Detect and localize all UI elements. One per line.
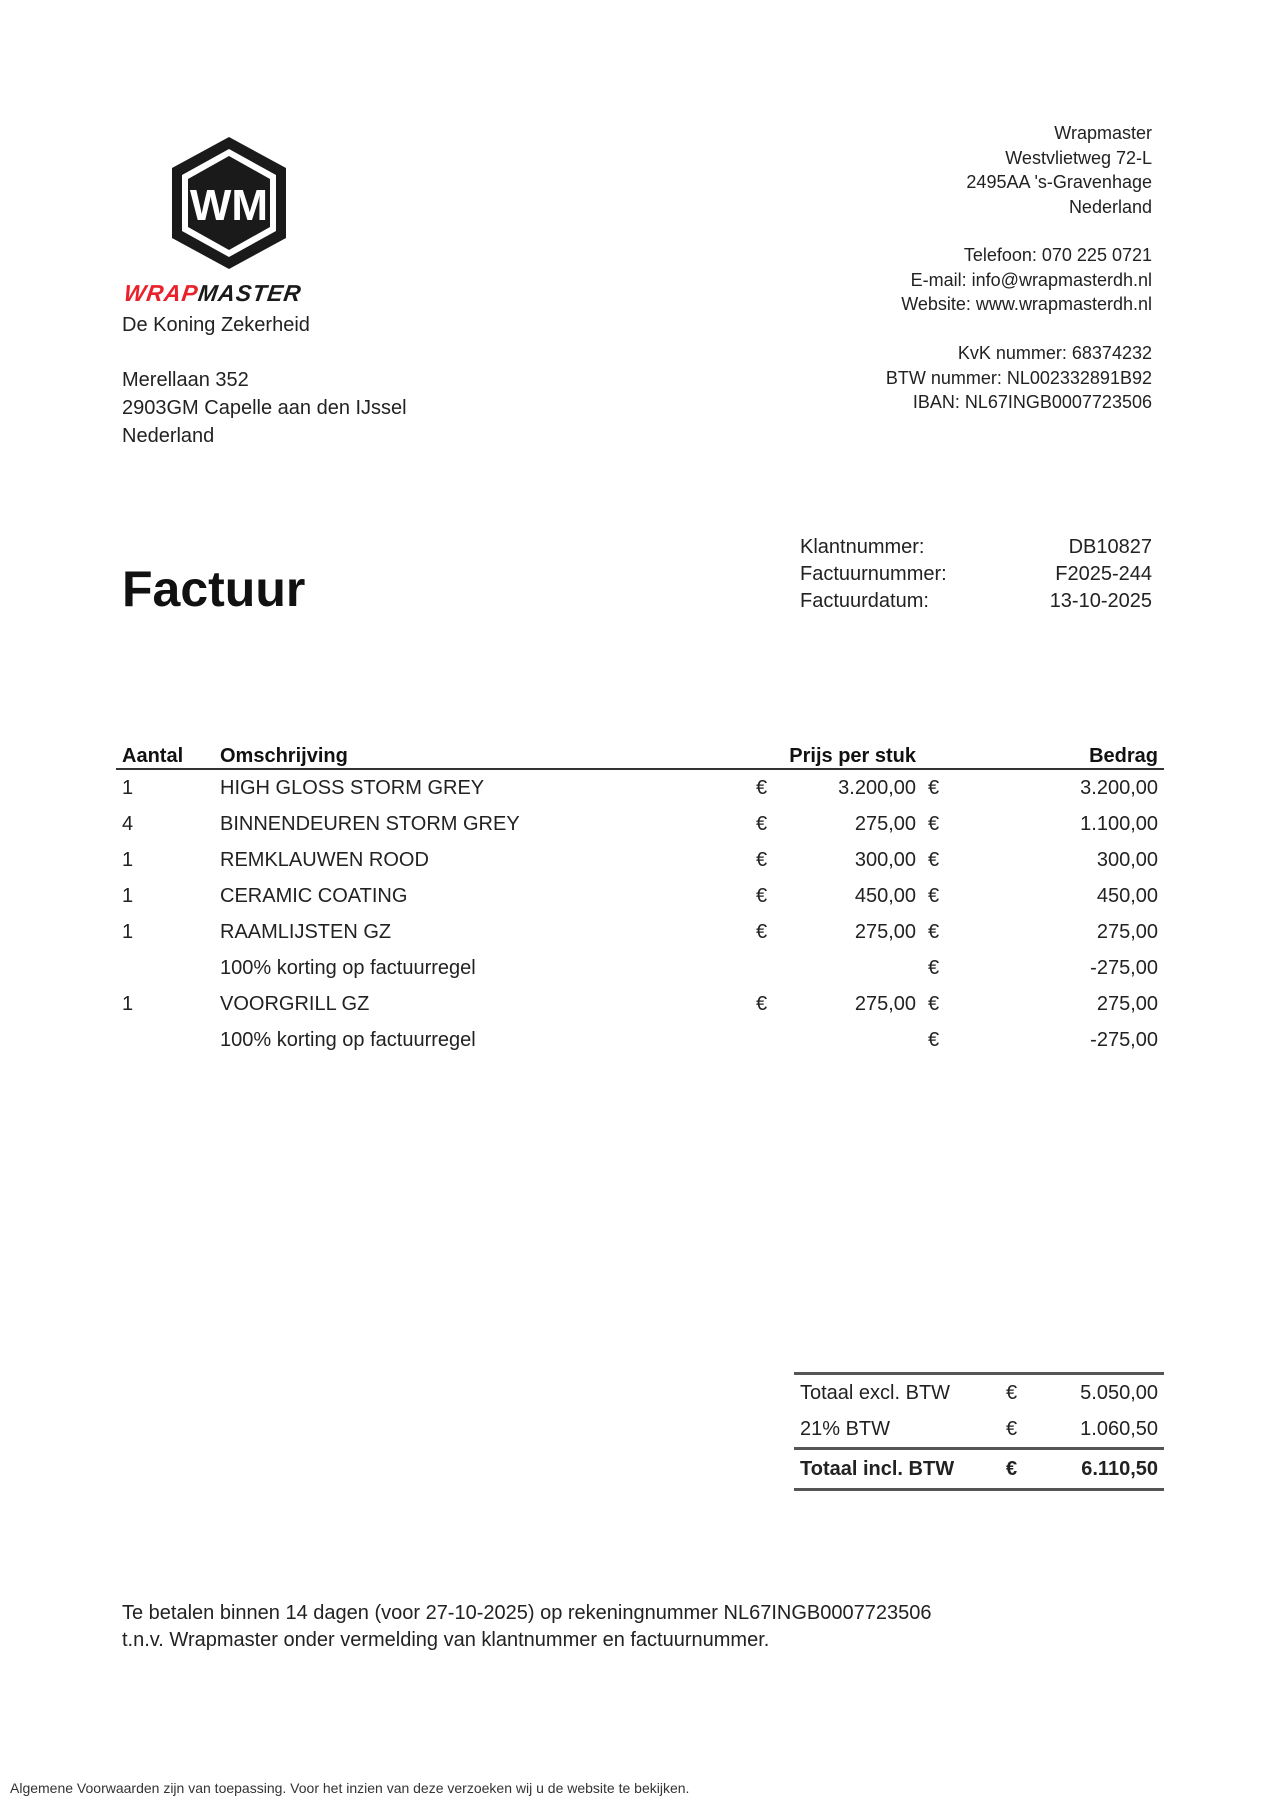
brand-wordmark [122,280,303,307]
table-row [116,806,1164,842]
company-country: Nederland [1068,196,1152,217]
row-amount-currency: € [928,884,940,907]
table-row [116,842,1164,878]
company-city: 2495AA 's-Gravenhage [966,172,1152,192]
meta-invoice-number-label: Factuurnummer: [800,563,947,585]
meta-invoice-number [800,561,1152,588]
row-price: 275,00 [854,812,916,835]
header-description: Omschrijving [214,738,750,769]
company-phone: Telefoon: 070 225 0721 [963,245,1152,265]
customer-country: Nederland [122,425,215,447]
customer-street: Merellaan 352 [122,369,249,391]
row-description: CERAMIC COATING [220,884,408,907]
row-description: 100% korting op factuurregel [220,1028,476,1051]
meta-invoice-date [800,588,1152,615]
vat-currency: € [1006,1417,1018,1440]
row-amount-currency: € [928,920,940,943]
row-price: 275,00 [854,992,916,1015]
header-price: Prijs per stuk [750,738,922,769]
row-amount: 1.100,00 [1080,812,1158,835]
row-description: VOORGRILL GZ [220,992,370,1015]
total-incl-currency: € [1000,1449,1042,1490]
row-price-currency: € [756,884,768,907]
row-description: REMKLAUWEN ROOD [220,848,429,871]
brand-wordmark-part1: WRAP [122,280,201,306]
logo-monogram: WM [189,181,269,230]
row-amount: -275,00 [1090,956,1158,979]
company-website: Website: www.wrapmasterdh.nl [901,294,1152,314]
meta-invoice-date-label: Factuurdatum: [800,590,929,612]
meta-invoice-number-value: F2025-244 [1055,563,1152,585]
row-qty: 1 [122,992,134,1015]
table-row [116,914,1164,950]
row-price: 3.200,00 [838,776,916,799]
table-row [116,950,1164,986]
row-price-currency: € [756,992,768,1015]
row-price-currency [750,1022,792,1058]
row-price-currency: € [756,812,768,835]
company-street: Westvlietweg 72-L [1005,147,1152,168]
total-incl-label: Totaal incl. BTW [794,1449,1000,1490]
table-header-row [116,738,1164,769]
row-amount-currency: € [928,776,940,799]
table-row [116,986,1164,1022]
page-title: Factuur [122,561,306,617]
row-price: 450,00 [854,884,916,907]
meta-invoice-date-value: 13-10-2025 [1049,590,1152,612]
row-amount-currency: € [928,1028,940,1051]
header-qty: Aantal [116,738,214,769]
row-amount-currency: € [928,848,940,871]
row-price: 275,00 [854,920,916,943]
total-excl-value: 5.050,00 [1080,1381,1158,1404]
company-registration [886,341,1152,415]
row-qty: 4 [122,812,134,835]
header-amount: Bedrag [922,738,1164,769]
row-amount-currency: € [928,812,940,835]
table-row [116,769,1164,806]
row-price [792,950,922,986]
company-iban: IBAN: NL67INGB0007723506 [912,392,1152,412]
meta-customer-number [800,534,1152,561]
row-amount-currency: € [928,956,940,979]
company-email: E-mail: info@wrapmasterdh.nl [910,269,1152,290]
meta-customer-number-value: DB10827 [1068,536,1152,558]
row-amount: 3.200,00 [1080,776,1158,799]
total-excl-label: Totaal excl. BTW [800,1381,951,1404]
row-price-currency: € [756,920,768,943]
totals-table [794,1372,1164,1491]
row-price-currency [750,950,792,986]
row-price-currency: € [756,848,768,871]
totals-row-excl [794,1374,1164,1412]
total-incl-value: 6.110,50 [1042,1449,1164,1490]
company-btw: BTW nummer: NL002332891B92 [885,367,1152,388]
company-address [966,121,1152,219]
row-qty: 1 [122,920,134,943]
row-price-currency: € [756,776,768,799]
meta-customer-number-label: Klantnummer: [800,536,925,558]
row-description: RAAMLIJSTEN GZ [220,920,392,943]
company-contact [901,243,1152,317]
row-qty [116,1022,214,1058]
row-amount: 450,00 [1096,884,1158,907]
row-amount: 300,00 [1096,848,1158,871]
customer-name: De Koning Zekerheid [122,314,310,336]
wrapmaster-logo-icon [164,134,294,272]
payment-line-1: Te betalen binnen 14 dagen (voor 27-10-2025) op rekeningnummer NL67INGB0007723506 [122,1602,932,1624]
totals-row-vat [794,1411,1164,1449]
vat-value: 1.060,50 [1080,1417,1158,1440]
footer-terms: Algemene Voorwaarden zijn van toepassing. Voor het inzien van deze verzoeken wij u de website te bekijken. [10,1780,690,1796]
table-row [116,878,1164,914]
row-price [792,1022,922,1058]
row-amount: 275,00 [1096,920,1158,943]
row-amount: -275,00 [1090,1028,1158,1051]
brand-wordmark-part2: MASTER [196,280,304,306]
vat-label: 21% BTW [800,1417,891,1440]
payment-line-2: t.n.v. Wrapmaster onder vermelding van klantnummer en factuurnummer. [122,1629,770,1651]
row-description: HIGH GLOSS STORM GREY [220,776,485,799]
table-row [116,1022,1164,1058]
row-price: 300,00 [854,848,916,871]
invoice-items-table [116,738,1164,1058]
company-kvk: KvK nummer: 68374232 [957,343,1152,363]
total-excl-currency: € [1006,1381,1018,1404]
row-description: 100% korting op factuurregel [220,956,476,979]
invoice-meta [800,534,1152,615]
row-amount: 275,00 [1096,992,1158,1015]
row-qty [116,950,214,986]
row-qty: 1 [122,884,134,907]
totals-row-incl [794,1449,1164,1490]
row-description: BINNENDEUREN STORM GREY [220,812,520,835]
row-qty: 1 [122,776,134,799]
payment-instructions [122,1600,931,1654]
row-qty: 1 [122,848,134,871]
company-name: Wrapmaster [1054,123,1152,143]
row-amount-currency: € [928,992,940,1015]
customer-city: 2903GM Capelle aan den IJssel [122,397,407,419]
